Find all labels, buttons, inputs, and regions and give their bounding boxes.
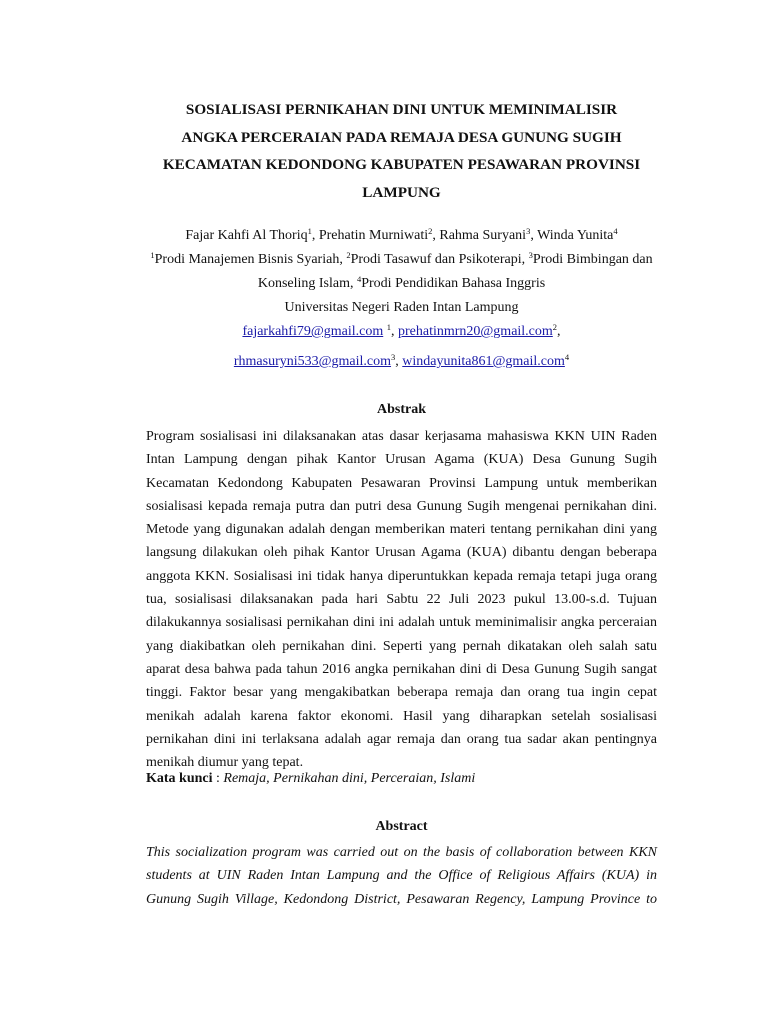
author-sup: 4: [613, 226, 618, 236]
author-name: Rahma Suryani: [439, 228, 527, 243]
abstrak-body: [146, 425, 657, 774]
email-line: fajarkahfi79@gmail.com $^1$, prehatinmrn20@gmail.com$^2$,: [242, 322, 561, 339]
title-line: SOSIALISASI PERNIKAHAN DINI UNTUK MEMINIMALISIR: [185, 101, 618, 118]
author-list: Fajar Kahfi Al Thoriq$^1$, Prehatin Murniwati$^2$, Rahma Suryani$^3$, Winda Yunita$^4$: [185, 226, 618, 243]
affiliation-line: [146, 248, 657, 272]
abstract-body: [146, 841, 657, 911]
author-sup: 1: [307, 226, 312, 236]
affiliation: Prodi Tasawuf dan Psikoterapi,: [350, 252, 529, 267]
email-sup: 1: [386, 322, 391, 332]
author-name: Fajar Kahfi Al Thoriq: [185, 228, 308, 243]
affiliation: Prodi Bimbingan dan: [532, 252, 653, 267]
email-link[interactable]: fajarkahfi79@gmail.com: [242, 324, 384, 339]
email-sup: 2: [552, 322, 558, 332]
keywords-separator: :: [212, 771, 224, 786]
keywords-label: Kata kunci: [146, 771, 213, 786]
affiliation-sup: 3: [528, 250, 533, 260]
title-line: KECAMATAN KEDONDONG KABUPATEN PESAWARAN PROVINSI: [162, 156, 641, 173]
affiliation: Prodi Pendidikan Bahasa Inggris: [361, 276, 546, 291]
paper-title: [146, 96, 657, 206]
abstract-heading: Abstract: [375, 819, 428, 834]
abstrak-line: anggota KKN. Sosialisasi ini tidak hanya diperuntukkan kepada remaja tetapi juga orang: [146, 568, 657, 584]
keywords: [146, 771, 475, 787]
abstrak-line: pernikahan dini ini terlaksana adalah agar remaja dan orang tua sadar akan pentingnya: [146, 731, 657, 747]
abstrak-line: menikah adalah karena faktor ekonomi. Hasil yang diharapkan setelah sosialisasi: [146, 708, 657, 724]
abstrak-line: tua, sosialisasi dilaksanakan pada hari Sabtu 22 Juli 2023 pukul 13.00-s.d. Tujuan: [146, 592, 657, 608]
abstrak-line: aparat desa bahwa pada tahun 2016 angka pernikahan dini di Desa Gunung Sugih sangat: [146, 661, 657, 677]
keywords-value: Remaja, Pernikahan dini, Perceraian, Islami: [223, 771, 476, 786]
abstrak-line: dilakukannya sosialisasi pernikahan dini ini adalah untuk meminimalisir angka perceraian: [146, 615, 657, 631]
author-sup: 2: [428, 226, 433, 236]
title-line: LAMPUNG: [362, 183, 441, 201]
author-sup: 3: [526, 226, 531, 236]
email-link[interactable]: rhmasuryni533@gmail.com: [233, 354, 392, 369]
abstrak-line: Intan Lampung dengan pihak Kantor Urusan Agama (KUA) Desa Gunung Sugih: [146, 452, 657, 468]
abstrak-line: menikah diumur yang tepat.: [146, 755, 304, 771]
abstract-line: This socialization program was carried out on the basis of collaboration between KKN: [146, 845, 657, 860]
university: Universitas Negeri Raden Intan Lampung: [284, 300, 519, 315]
abstrak-line: yang diakibatkan oleh pernikahan dini. Seperti yang pernah dikatakan oleh salah satu: [146, 638, 657, 654]
affiliation-line: [146, 272, 657, 296]
affiliation-sup: 4: [356, 274, 362, 284]
abstrak-line: langsung dilakukan oleh pihak Kantor Urusan Agama (KUA) dibantu dengan beberapa: [146, 545, 657, 561]
abstrak-line: Kecamatan Kedondong Kabupaten Pesawaran Provinsi Lampung untuk memberikan: [146, 475, 657, 491]
abstrak-line: Metode yang digunakan adalah dengan memberikan materi tentang pernikahan dini yang: [146, 522, 657, 538]
affiliation-sup: 1: [150, 250, 155, 260]
author-name: Prehatin Murniwati: [318, 228, 429, 243]
abstrak-line: tinggi. Faktor besar yang mengakibatkan beberapa remaja dan orang tua ingin cepat: [146, 685, 657, 701]
affiliation: Konseling Islam,: [257, 276, 357, 291]
abstract-line: students at UIN Raden Intan Lampung and the Office of Religious Affairs (KUA) in: [146, 868, 657, 884]
affiliation-sup: 2: [346, 250, 351, 260]
email-line: rhmasuryni533@gmail.com$^3$, windayunita861@gmail.com$^4$: [233, 352, 570, 369]
affiliation: Prodi Manajemen Bisnis Syariah,: [154, 252, 347, 267]
email-link[interactable]: windayunita861@gmail.com: [402, 354, 565, 369]
author-name: Winda Yunita: [537, 228, 614, 243]
email-sup: 4: [564, 352, 570, 362]
abstrak-heading: Abstrak: [376, 402, 426, 417]
abstrak-line: sosialisasi kepada remaja putra dan putri desa Gunung Sugih mengenai pernikahan dini.: [146, 498, 657, 514]
email-link[interactable]: prehatinmrn20@gmail.com: [397, 324, 553, 339]
title-line: ANGKA PERCERAIAN PADA REMAJA DESA GUNUNG SUGIH: [181, 128, 622, 146]
abstract-line: Gunung Sugih Village, Kedondong District, Pesawaran Regency, Lampung Province to: [146, 891, 657, 907]
author-block: [146, 224, 657, 374]
abstrak-line: Program sosialisasi ini dilaksanakan atas dasar kerjasama mahasiswa KKN UIN Raden: [146, 429, 657, 444]
email-sup: 3: [391, 352, 396, 362]
